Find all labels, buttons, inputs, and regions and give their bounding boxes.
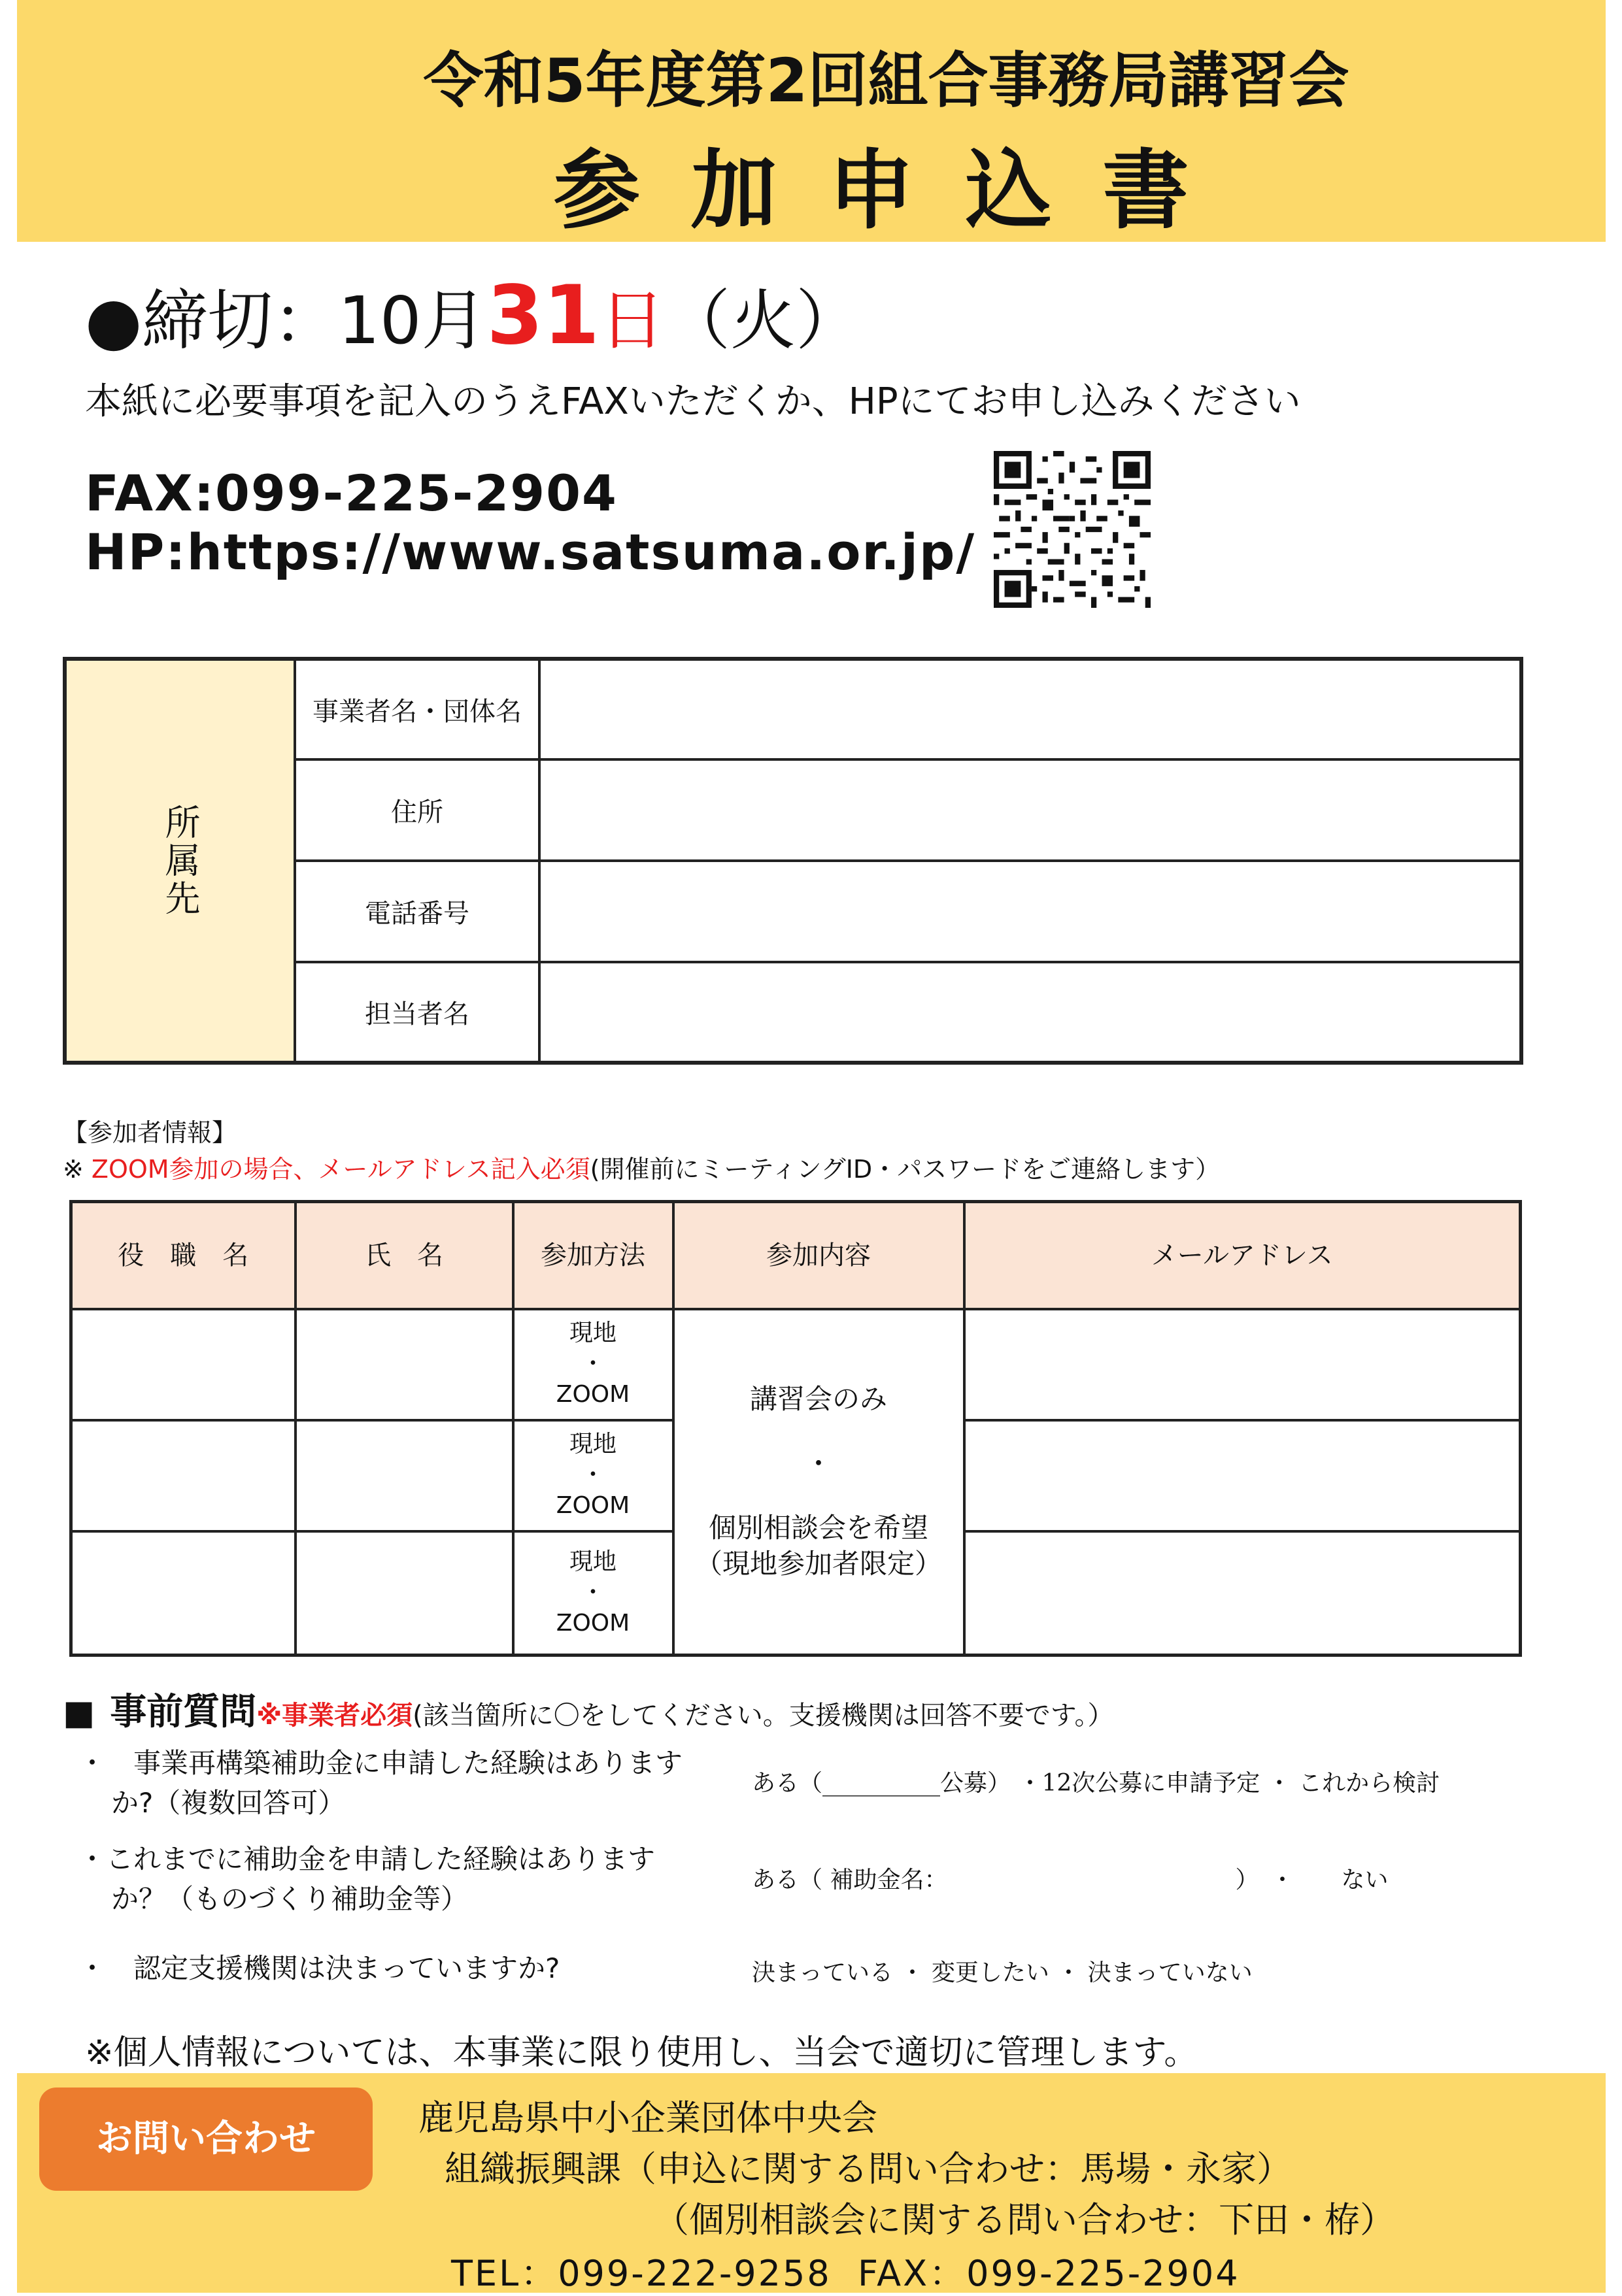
col-method-header: 参加方法 xyxy=(513,1202,673,1309)
answer-1-options[interactable]: ある（__________公募） ・12次公募に申請予定 ・ これから検討 xyxy=(752,1770,1440,1797)
address-input[interactable] xyxy=(539,759,1521,861)
answer-2-left[interactable]: ある（ 補助金名： xyxy=(752,1867,948,1893)
instruction-text: 本紙に必要事項を記入のうえFAXいただくか、HPにてお申し込みください xyxy=(85,380,1301,423)
participants-heading: 【参加者情報】 xyxy=(63,1118,237,1147)
footer-tel-fax: TEL：099-222-9258 FAX：099-225-2904 xyxy=(451,2253,1240,2294)
fax-number: FAX:099-225-2904 xyxy=(85,464,618,522)
answer-2-right[interactable]: ） ・ ない xyxy=(1235,1867,1389,1893)
question-2 xyxy=(78,1840,655,1920)
answer-2-options[interactable] xyxy=(752,1861,1388,1895)
footer-dept: 組織振興課（申込に関する問い合わせ：馬場・永家） xyxy=(445,2148,1292,2189)
row1-name-input[interactable] xyxy=(296,1309,513,1420)
contact-person-label: 担当者名 xyxy=(295,962,539,1063)
deadline-prefix: ●締切：10月 xyxy=(85,282,487,359)
note-detail: (開催前にミーティングID・パスワードをご連絡します） xyxy=(590,1155,1221,1184)
col-content-header: 参加内容 xyxy=(673,1202,964,1309)
row2-email-input[interactable] xyxy=(964,1420,1521,1531)
method-onsite[interactable]: 現地 xyxy=(569,1548,617,1576)
method-zoom[interactable]: ZOOM xyxy=(556,1380,630,1408)
footer-org: 鹿児島県中小企業団体中央会 xyxy=(418,2097,877,2138)
method-onsite[interactable]: 現地 xyxy=(569,1320,617,1347)
pre-questions-heading xyxy=(63,1683,1114,1735)
deadline xyxy=(85,268,861,363)
row2-name-input[interactable] xyxy=(296,1420,513,1531)
row3-name-input[interactable] xyxy=(296,1531,513,1655)
question-1 xyxy=(78,1744,683,1823)
address-label: 住所 xyxy=(295,759,539,861)
page-title: 令和5年度第2回組合事務局講習会 xyxy=(423,46,1349,116)
business-name-label: 事業者名・団体名 xyxy=(295,659,539,759)
business-name-input[interactable] xyxy=(539,659,1521,759)
hp-url: HP:https://www.satsuma.or.jp/ xyxy=(85,523,976,581)
note-required: ZOOM参加の場合、メールアドレス記入必須 xyxy=(91,1155,590,1184)
heading-required: ※事業者必須 xyxy=(256,1701,413,1731)
phone-label: 電話番号 xyxy=(295,861,539,962)
participants-table xyxy=(69,1200,1522,1657)
col-title-header: 役 職 名 xyxy=(71,1202,296,1309)
row1-title-input[interactable] xyxy=(71,1309,296,1420)
question-3 xyxy=(78,1949,560,1989)
content-dot: ・ xyxy=(804,1447,832,1480)
question-2-line2: か？（ものづくり補助金等） xyxy=(111,1882,469,1915)
row2-method[interactable] xyxy=(513,1420,673,1531)
row3-method[interactable] xyxy=(513,1531,673,1655)
bullet: ・ xyxy=(78,1843,107,1875)
phone-input[interactable] xyxy=(539,861,1521,962)
row3-title-input[interactable] xyxy=(71,1531,296,1655)
affiliation-label: 所属先 xyxy=(160,804,201,918)
heading-title: 事前質問 xyxy=(110,1691,257,1733)
content-consultation-note: （現地参加者限定） xyxy=(694,1547,942,1580)
method-dot: ・ xyxy=(581,1350,605,1378)
col-email-header: メールアドレス xyxy=(964,1202,1521,1309)
content-lecture-only[interactable]: 講習会のみ xyxy=(749,1383,887,1416)
question-2-line1: これまでに補助金を申請した経験はあります xyxy=(106,1843,656,1875)
affiliation-table xyxy=(63,657,1523,1065)
deadline-day-suffix: 日 xyxy=(600,282,666,359)
row2-title-input[interactable] xyxy=(71,1420,296,1531)
question-1-line1: 事業再構築補助金に申請した経験はあります xyxy=(133,1747,683,1779)
row3-email-input[interactable] xyxy=(964,1531,1521,1655)
form-title: 参 加 申 込 書 xyxy=(553,141,1200,241)
note-mark: ※ xyxy=(63,1155,92,1184)
question-1-line2: か?（複数回答可） xyxy=(111,1786,346,1819)
bullet: ・ xyxy=(78,1747,107,1779)
inquiry-button[interactable]: お問い合わせ xyxy=(39,2088,373,2191)
deadline-day: 31 xyxy=(486,269,600,363)
method-onsite[interactable]: 現地 xyxy=(569,1431,617,1458)
heading-square: ■ xyxy=(63,1693,95,1733)
affiliation-label-cell xyxy=(65,659,295,1063)
method-dot: ・ xyxy=(581,1461,605,1489)
method-zoom[interactable]: ZOOM xyxy=(556,1491,630,1519)
row1-method[interactable] xyxy=(513,1309,673,1420)
privacy-note: ※個人情報については、本事業に限り使用し、当会で適切に管理します。 xyxy=(85,2033,1198,2072)
participants-note xyxy=(63,1149,1220,1185)
answer-3-options[interactable]: 決まっている ・ 変更したい ・ 決まっていない xyxy=(752,1959,1253,1986)
method-zoom[interactable]: ZOOM xyxy=(556,1609,630,1637)
qr-code[interactable] xyxy=(994,451,1151,608)
method-dot: ・ xyxy=(581,1578,605,1606)
deadline-weekday: （火） xyxy=(665,282,862,359)
content-options[interactable] xyxy=(673,1309,964,1655)
col-name-header: 氏 名 xyxy=(296,1202,513,1309)
row1-email-input[interactable] xyxy=(964,1309,1521,1420)
question-3-line1: 認定支援機関は決まっていますか? xyxy=(133,1952,560,1984)
heading-note: (該当箇所に〇をしてください。支援機関は回答不要です。） xyxy=(413,1701,1114,1731)
footer-consult: （個別相談会に関する問い合わせ：下田・栫） xyxy=(654,2199,1395,2240)
bullet: ・ xyxy=(78,1952,107,1984)
content-consultation[interactable]: 個別相談会を希望 xyxy=(708,1512,928,1544)
contact-person-input[interactable] xyxy=(539,962,1521,1063)
